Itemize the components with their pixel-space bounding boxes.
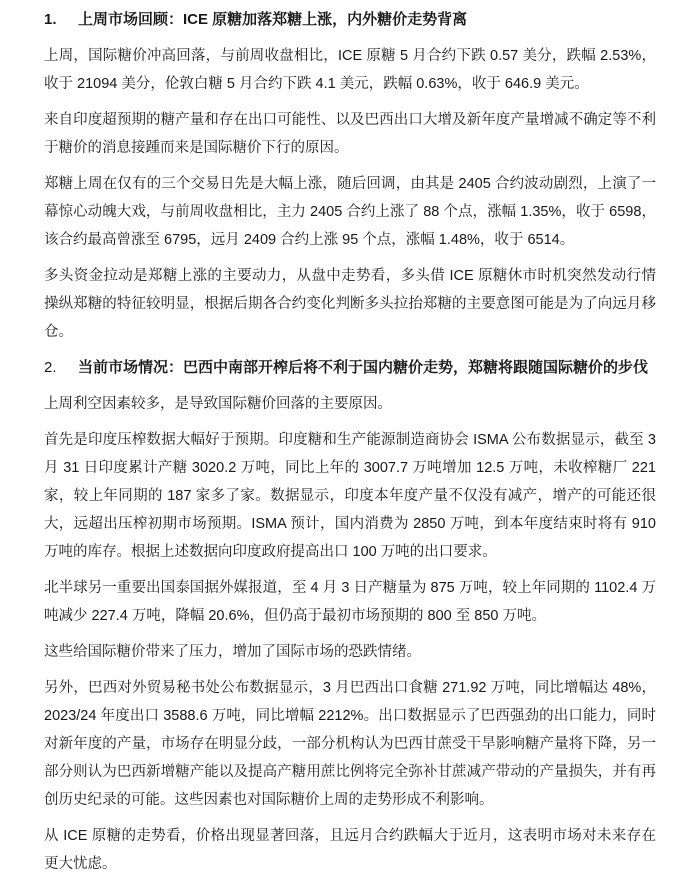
section-title: 上周市场回顾：ICE 原糖加落郑糖上涨，内外糖价走势背离 [78, 11, 468, 28]
paragraph: 上周，国际糖价冲高回落，与前周收盘相比，ICE 原糖 5 月合约下跌 0.57 美分，跌幅 2.53%，收于 21094 美分，伦敦白糖 5 月合约下跌 4.1 美元，跌幅 0.63%，收于 646.9 美元。 [44, 48, 656, 92]
section-2-heading [44, 354, 656, 382]
paragraph: 另外，巴西对外贸易秘书处公布数据显示，3 月巴西出口食糖 271.92 万吨，同比增幅达 48%，2023/24 年度出口 3588.6 万吨，同比增幅 2212%。出口数据显示了巴西强劲的出口能力，同时对新年度的产量，市场存在明显分歧，一部分机构认为巴西甘蔗受干旱影响糖产量将下降，另一部分则认为巴西新增糖产能以及提高产糖用蔗比例将完全弥补甘蔗减产带动的产量损失，并有再创历史纪录的可能。这些因素也对国际糖价上周的走势形成不利影响。 [44, 680, 656, 808]
section-2 [44, 354, 656, 878]
paragraph: 这些给国际糖价带来了压力，增加了国际市场的恐跌情绪。 [44, 644, 421, 660]
paragraph: 上周利空因素较多，是导致国际糖价回落的主要原因。 [44, 396, 392, 412]
paragraph: 来自印度超预期的糖产量和存在出口可能性、以及巴西出口大增及新年度产量增减不确定等不利于糖价的消息接踵而来是国际糖价下行的原因。 [44, 112, 656, 156]
paragraph: 北半球另一重要出国泰国据外媒报道，至 4 月 3 日产糖量为 875 万吨，较上年同期的 1102.4 万吨减少 227.4 万吨，降幅 20.6%，但仍高于最初市场预期的 800 至 850 万吨。 [44, 580, 656, 624]
paragraph: 郑糖上周在仅有的三个交易日先是大幅上涨，随后回调，由其是 2405 合约波动剧烈，上演了一幕惊心动魄大戏，与前周收盘相比，主力 2405 合约上涨了 88 个点，涨幅 1.35%，收于 6598，该合约最高曾涨至 6795，远月 2409 合约上涨 95 个点，涨幅 1.48%，收于 6514。 [44, 176, 656, 248]
section-title: 当前市场情况：巴西中南部开榨后将不利于国内糖价走势，郑糖将跟随国际糖价的步伐 [78, 359, 649, 376]
section-1 [44, 6, 656, 346]
section-1-heading [44, 6, 656, 34]
paragraph: 从 ICE 原糖的走势看，价格出现显著回落，且远月合约跌幅大于近月，这表明市场对未来存在更大忧虑。 [44, 828, 656, 872]
paragraph: 首先是印度压榨数据大幅好于预期。印度糖和生产能源制造商协会 ISMA 公布数据显示，截至 3 月 31 日印度累计产糖 3020.2 万吨，同比上年的 3007.7 万吨增加 12.5 万吨，未收榨糖厂 221 家，较上年同期的 187 家多了家。数据显示，印度本年度产量不仅没有减产，增产的可能还很大，远超出压榨初期市场预期。ISMA 预计，国内消费为 2850 万吨，到本年度结束时将有 910 万吨的库存。根据上述数据向印度政府提高出口 100 万吨的出口要求。 [44, 432, 656, 560]
paragraph: 多头资金拉动是郑糖上涨的主要动力，从盘中走势看，多头借 ICE 原糖休市时机突然发动行情操纵郑糖的特征较明显，根据后期各合约变化判断多头拉抬郑糖的主要意图可能是为了向远月移仓。 [44, 268, 656, 340]
section-number: 2. [44, 359, 57, 376]
document-page [44, 0, 656, 878]
section-number: 1. [44, 11, 57, 28]
